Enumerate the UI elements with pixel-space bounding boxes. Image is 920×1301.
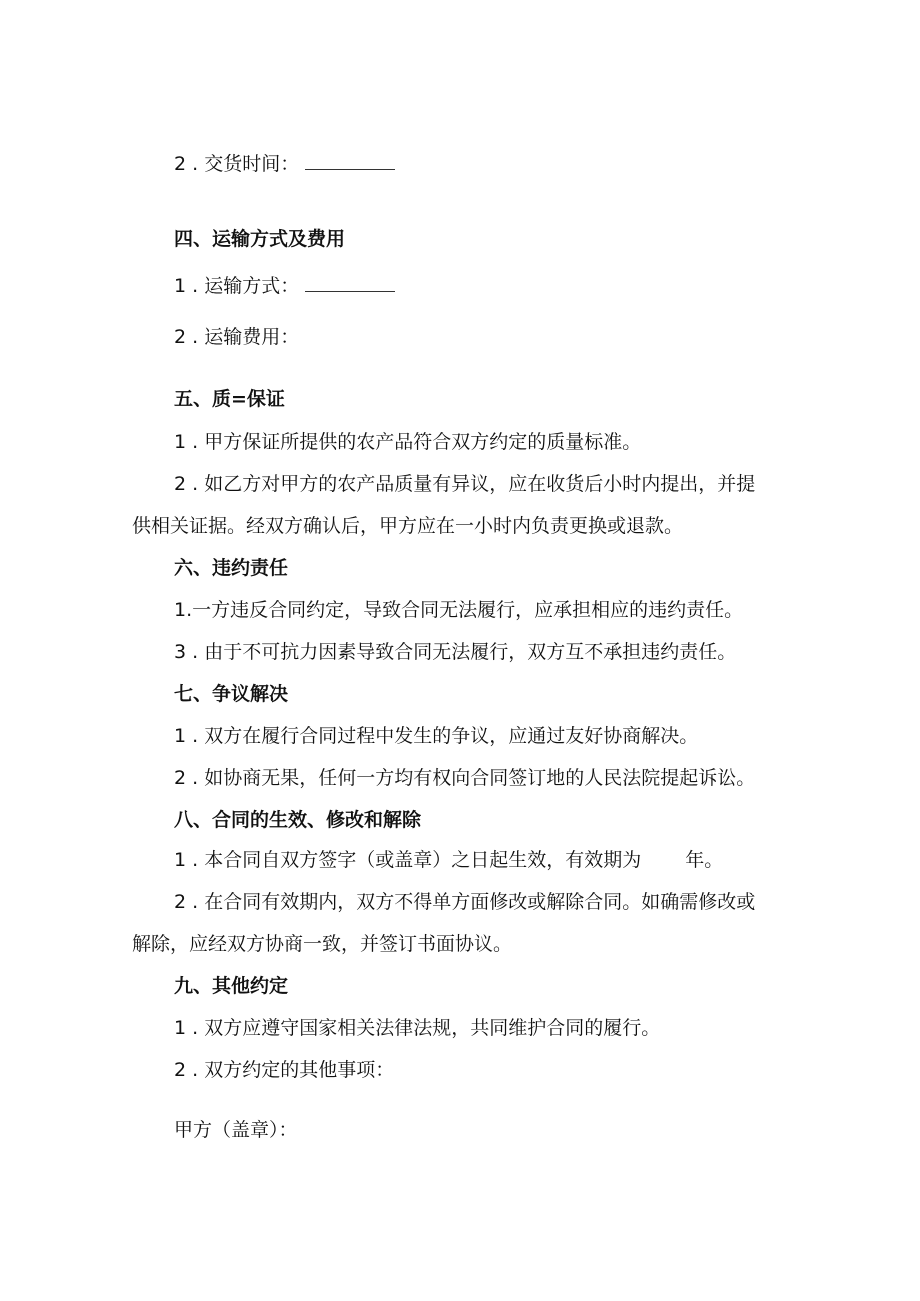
item-number: 2 [174,1059,187,1081]
item-number: 1 [174,599,187,621]
item-separator: . [186,275,199,297]
dispute-item-1 [174,724,698,748]
item-separator: . [186,599,193,621]
section-7-title: 七、争议解决 [174,683,289,705]
item-separator: . [186,767,199,789]
quality-item-1 [174,430,641,454]
item-number: 1 [174,725,187,747]
item-text: 本合同自双方签字（或盖章）之日起生效，有效期为 [204,849,642,871]
section-9-title: 九、其他约定 [174,975,289,997]
item-text: 甲方保证所提供的农产品符合双方约定的质量标准。 [204,431,642,453]
item-separator: . [186,849,199,871]
item-separator: . [186,725,199,747]
quality-item-2 [174,472,755,496]
delivery-time-blank[interactable] [305,155,395,170]
item-text: 双方应遵守国家相关法律法规，共同维护合同的履行。 [204,1017,661,1039]
item-number: 2 [174,891,187,913]
item-separator: . [186,1017,199,1039]
other-item-1 [174,1016,660,1040]
item-text: 如乙方对甲方的农产品质量有异议，应在收货后小时内提出，并提 [204,473,756,495]
item-separator: . [186,1059,199,1081]
item-number: 1 [174,849,187,871]
transport-fee-line [174,325,299,349]
item-text: 在合同有效期内，双方不得单方面修改或解除合同。如确需修改或 [204,891,756,913]
item-separator: . [186,431,199,453]
item-number: 2 [174,767,187,789]
item-text: 双方在履行合同过程中发生的争议，应通过友好协商解决。 [204,725,699,747]
validity-item-2-continuation: 解除，应经双方协商一致，并签订书面协议。 [132,933,513,955]
transport-method-line [174,274,395,298]
section-4-title: 四、运输方式及费用 [174,228,346,250]
other-item-2 [174,1058,394,1082]
item-tail: 年。 [685,849,724,871]
item-separator: . [186,891,199,913]
delivery-time-label: 交货时间： [204,153,300,175]
validity-item-1 [174,848,723,872]
dispute-item-2 [174,766,755,790]
party-a-signature: 甲方（盖章）： [174,1119,298,1141]
item-number: 1 [174,1017,187,1039]
item-text: 一方违反合同约定，导致合同无法履行，应承担相应的违约责任。 [192,599,744,621]
section-6-title: 六、违约责任 [174,557,289,579]
transport-method-label: 运输方式： [204,275,300,297]
item-number: 2 [174,326,187,348]
liability-item-2 [174,640,736,664]
transport-method-blank[interactable] [305,277,395,292]
item-number: 1 [174,275,187,297]
item-number: 1 [174,431,187,453]
item-separator: . [186,473,199,495]
delivery-time-line [174,152,395,176]
quality-item-2-continuation: 供相关证据。经双方确认后，甲方应在一小时内负责更换或退款。 [132,515,684,537]
item-text: 由于不可抗力因素导致合同无法履行，双方互不承担违约责任。 [204,641,737,663]
item-separator: . [186,153,199,175]
item-number: 3 [174,641,187,663]
item-text: 如协商无果，任何一方均有权向合同签订地的人民法院提起诉讼。 [204,767,756,789]
section-5-title: 五、质=保证 [174,388,285,410]
item-number: 2 [174,153,187,175]
item-number: 2 [174,473,187,495]
transport-fee-label: 运输费用： [204,326,300,348]
validity-item-2 [174,890,755,914]
section-8-title: 八、合同的生效、修改和解除 [174,809,422,831]
item-separator: . [186,326,199,348]
item-text: 双方约定的其他事项： [204,1059,395,1081]
item-separator: . [186,641,199,663]
liability-item-1 [174,598,743,622]
